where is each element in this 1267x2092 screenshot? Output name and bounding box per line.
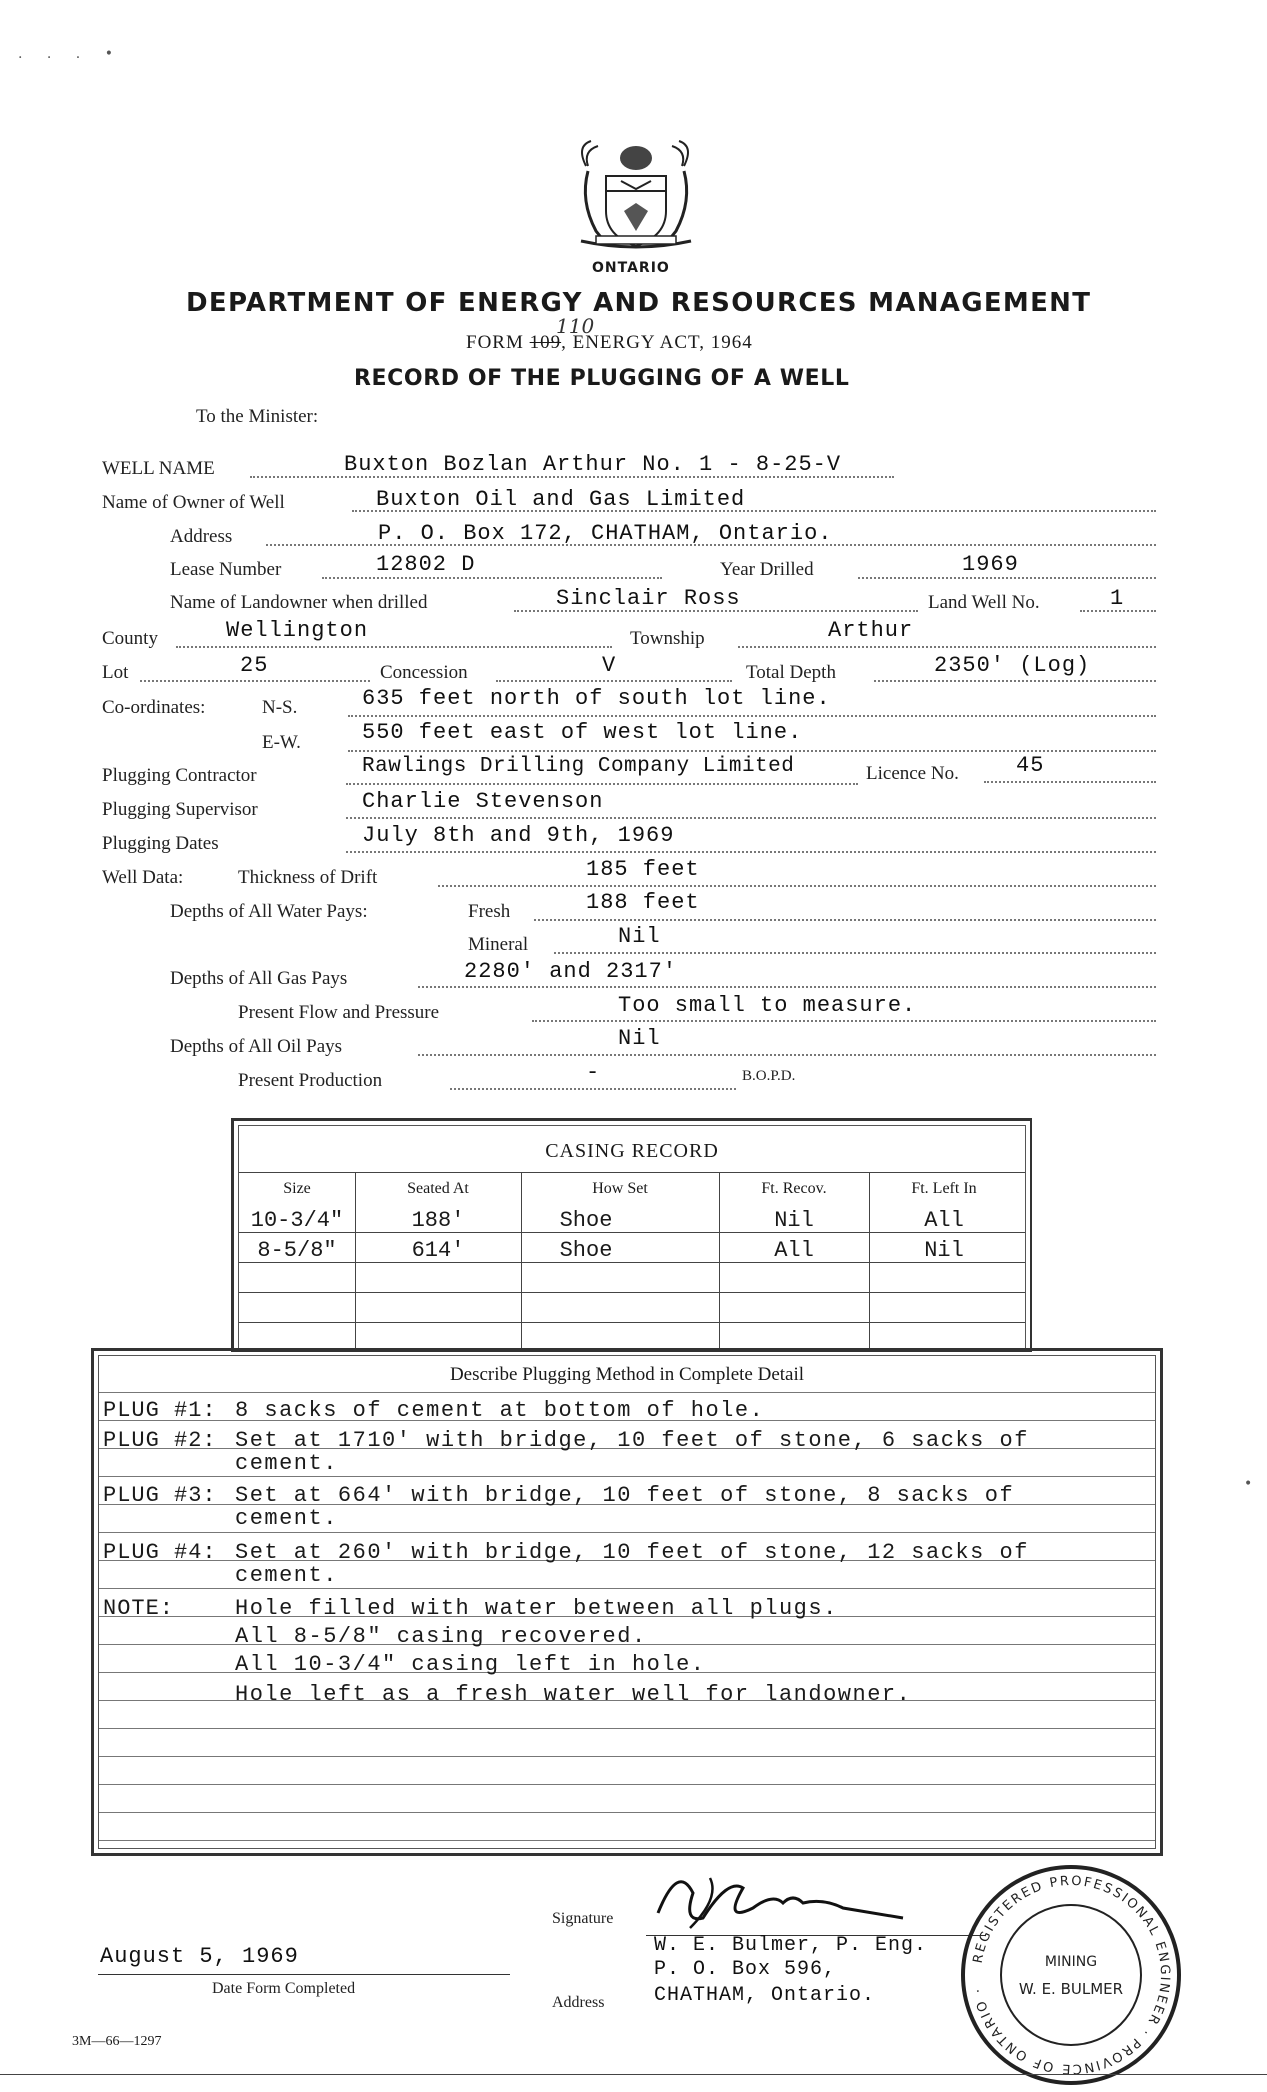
- casing-col-howset: How Set: [592, 1180, 648, 1197]
- concession-dots: [496, 680, 732, 682]
- licence-value: 45: [1016, 753, 1045, 778]
- note-line: Hole left as a fresh water well for landowner.: [235, 1682, 912, 1707]
- casing-cell: 188': [411, 1208, 465, 1233]
- oil-pays-label: Depths of All Oil Pays: [170, 1036, 343, 1057]
- fresh-dots: [534, 919, 1156, 921]
- plug-1-line: 8 sacks of cement at bottom of hole.: [235, 1398, 765, 1423]
- casing-cell: Nil: [774, 1208, 814, 1233]
- oil-value: Nil: [618, 1026, 661, 1051]
- fresh-label: Fresh: [468, 901, 511, 922]
- lot-value: 25: [240, 653, 269, 678]
- supervisor-dots: [346, 817, 1156, 819]
- casing-col-seated: Seated At: [407, 1180, 469, 1197]
- casing-header-top-line: [239, 1172, 1025, 1173]
- address-label: Address: [170, 526, 233, 547]
- gas-pays-label: Depths of All Gas Pays: [170, 968, 348, 989]
- gas-value: 2280' and 2317': [464, 959, 678, 984]
- supervisor-label: Plugging Supervisor: [102, 799, 258, 820]
- lease-value: 12802 D: [376, 552, 476, 577]
- form-line: [466, 332, 753, 354]
- casing-cell: Shoe: [559, 1238, 613, 1263]
- well-name-value: Buxton Bozlan Arthur No. 1 - 8-25-V: [344, 452, 842, 477]
- lease-dots: [322, 577, 662, 579]
- ruled-line: [99, 1588, 1155, 1589]
- casing-cell: Shoe: [559, 1208, 613, 1233]
- signer-typed-name: W. E. Bulmer, P. Eng.: [654, 1934, 928, 1957]
- production-dots: [450, 1088, 736, 1090]
- owner-value: Buxton Oil and Gas Limited: [376, 487, 746, 512]
- ew-value: 550 feet east of west lot line.: [362, 720, 803, 745]
- lease-label: Lease Number: [170, 559, 282, 580]
- plug-2-label: PLUG #2:: [103, 1428, 217, 1453]
- land-well-label: Land Well No.: [928, 592, 1040, 613]
- ns-label: N-S.: [262, 697, 298, 718]
- contractor-value: Rawlings Drilling Company Limited: [362, 755, 795, 778]
- ew-label: E-W.: [262, 732, 301, 753]
- ruled-line: [99, 1840, 1155, 1841]
- year-label: Year Drilled: [720, 559, 814, 580]
- engineer-seal-stamp: [958, 1862, 1184, 2092]
- bopd-label: B.O.P.D.: [742, 1068, 796, 1084]
- gas-dots: [418, 986, 1156, 988]
- plug-3-line: Set at 664' with bridge, 10 feet of stone, 8 sacks of: [235, 1483, 1015, 1508]
- year-dots: [858, 577, 1156, 579]
- township-value: Arthur: [828, 618, 914, 643]
- flow-dots: [532, 1020, 1156, 1022]
- casing-cell: 8-5/8": [257, 1238, 337, 1263]
- casing-col-left: Ft. Left In: [911, 1180, 977, 1197]
- drift-label: Thickness of Drift: [238, 867, 378, 888]
- coordinates-label: Co-ordinates:: [102, 697, 206, 718]
- plugging-title: Describe Plugging Method in Complete Detail: [449, 1364, 805, 1385]
- lot-dots: [140, 680, 370, 682]
- mineral-label: Mineral: [468, 934, 529, 955]
- licence-label: Licence No.: [866, 763, 959, 784]
- ew-dots: [348, 750, 1156, 752]
- ontario-coat-of-arms-icon: [566, 136, 706, 260]
- bottom-edge-line: [0, 2074, 1267, 2075]
- department-heading: DEPARTMENT OF ENERGY AND RESOURCES MANAGEMENT: [186, 288, 1092, 318]
- concession-label: Concession: [380, 662, 468, 683]
- form-suffix: , ENERGY ACT, 1964: [561, 332, 753, 353]
- production-label: Present Production: [238, 1070, 383, 1091]
- well-name-label: WELL NAME: [102, 458, 215, 479]
- plugging-method-box: [91, 1348, 1163, 1856]
- drift-dots: [438, 885, 1156, 887]
- date-completed-label: Date Form Completed: [212, 1980, 356, 1997]
- stray-mark: •: [1244, 1476, 1253, 1492]
- owner-label: Name of Owner of Well: [102, 492, 285, 513]
- depth-dots: [874, 680, 1156, 682]
- ruled-line: [99, 1476, 1155, 1477]
- township-dots: [738, 646, 1156, 648]
- lot-label: Lot: [102, 662, 129, 683]
- township-label: Township: [630, 628, 705, 649]
- casing-cell: 10-3/4": [250, 1208, 344, 1233]
- drift-value: 185 feet: [586, 857, 700, 882]
- plug-2-line: Set at 1710' with bridge, 10 feet of stone, 6 sacks of: [235, 1428, 1029, 1453]
- depth-value: 2350' (Log): [934, 653, 1091, 678]
- date-underline: [98, 1974, 510, 1975]
- ns-dots: [348, 715, 1156, 717]
- plugging-method-inner: [98, 1355, 1156, 1849]
- casing-col-size: Size: [283, 1180, 311, 1197]
- province-heading: ONTARIO: [592, 260, 670, 276]
- form-struck-number: 109: [529, 332, 562, 353]
- oil-dots: [418, 1054, 1156, 1056]
- address-value: P. O. Box 172, CHATHAM, Ontario.: [378, 521, 833, 546]
- form-title: RECORD OF THE PLUGGING OF A WELL: [354, 366, 850, 391]
- plug-2-line: cement.: [235, 1451, 338, 1476]
- handwritten-signature-icon: [650, 1868, 930, 1942]
- flow-label: Present Flow and Pressure: [238, 1002, 440, 1023]
- signature-label: Signature: [552, 1910, 614, 1927]
- form-prefix: FORM: [466, 332, 524, 353]
- water-pays-label: Depths of All Water Pays:: [170, 901, 368, 922]
- note-line: All 10-3/4" casing left in hole.: [235, 1652, 706, 1677]
- address-line-2: CHATHAM, Ontario.: [654, 1984, 876, 2007]
- well-data-label: Well Data:: [102, 867, 184, 888]
- plug-3-label: PLUG #3:: [103, 1483, 217, 1508]
- casing-record-inner: [238, 1125, 1026, 1349]
- ruled-line: [99, 1756, 1155, 1757]
- county-value: Wellington: [226, 618, 369, 643]
- casing-cell: All: [774, 1238, 814, 1263]
- flow-value: Too small to measure.: [618, 993, 917, 1018]
- casing-row-line: [239, 1322, 1025, 1323]
- dates-label: Plugging Dates: [102, 833, 219, 854]
- plug-4-label: PLUG #4:: [103, 1540, 217, 1565]
- casing-row-line: [239, 1292, 1025, 1293]
- contractor-label: Plugging Contractor: [102, 765, 257, 786]
- ruled-line: [99, 1812, 1155, 1813]
- note-label: NOTE:: [103, 1596, 175, 1621]
- date-completed-value: August 5, 1969: [100, 1944, 299, 1969]
- salutation: To the Minister:: [196, 406, 319, 427]
- svg-text:W. E. BULMER: W. E. BULMER: [1018, 1980, 1124, 1998]
- plug-4-line: Set at 260' with bridge, 10 feet of stone, 12 sacks of: [235, 1540, 1029, 1565]
- form-handwritten-number: 110: [556, 314, 595, 338]
- svg-text:REGISTERED PROFESSIONAL ENGINE: REGISTERED PROFESSIONAL ENGINEER · PROVINCE OF ONTARIO ·: [970, 1873, 1173, 2077]
- mineral-value: Nil: [618, 924, 661, 949]
- dates-dots: [346, 851, 1156, 853]
- ruled-line: [99, 1532, 1155, 1533]
- plug-3-line: cement.: [235, 1506, 338, 1531]
- ruled-line: [99, 1392, 1155, 1393]
- fresh-value: 188 feet: [586, 890, 700, 915]
- year-value: 1969: [962, 552, 1019, 577]
- address-line-1: P. O. Box 596,: [654, 1958, 837, 1981]
- casing-cell: Nil: [924, 1238, 964, 1263]
- plug-4-line: cement.: [235, 1563, 338, 1588]
- casing-title: CASING RECORD: [545, 1140, 719, 1162]
- casing-col-recov: Ft. Recov.: [761, 1180, 827, 1197]
- concession-value: V: [602, 653, 617, 678]
- ruled-line: [99, 1784, 1155, 1785]
- contractor-dots: [346, 783, 858, 785]
- mineral-dots: [554, 952, 1156, 954]
- svg-text:MINING: MINING: [1044, 1954, 1098, 1970]
- casing-cell: All: [924, 1208, 964, 1233]
- ruled-line: [99, 1728, 1155, 1729]
- licence-dots: [984, 781, 1156, 783]
- form-code: 3M—66—1297: [72, 2034, 162, 2049]
- county-dots: [176, 646, 612, 648]
- address-footer-label: Address: [552, 1994, 605, 2011]
- production-value: -: [586, 1060, 601, 1085]
- landowner-value: Sinclair Ross: [556, 586, 741, 611]
- dates-value: July 8th and 9th, 1969: [362, 823, 675, 848]
- land-well-value: 1: [1110, 586, 1125, 611]
- county-label: County: [102, 628, 158, 649]
- casing-cell: 614': [411, 1238, 465, 1263]
- depth-label: Total Depth: [746, 662, 836, 683]
- note-line: Hole filled with water between all plugs.: [235, 1596, 838, 1621]
- casing-record-table: [231, 1118, 1032, 1352]
- ns-value: 635 feet north of south lot line.: [362, 686, 831, 711]
- supervisor-value: Charlie Stevenson: [362, 789, 604, 814]
- landowner-label: Name of Landowner when drilled: [170, 592, 428, 613]
- plug-1-label: PLUG #1:: [103, 1398, 217, 1423]
- note-line: All 8-5/8" casing recovered.: [235, 1624, 647, 1649]
- stray-marks: . . . •: [18, 46, 123, 62]
